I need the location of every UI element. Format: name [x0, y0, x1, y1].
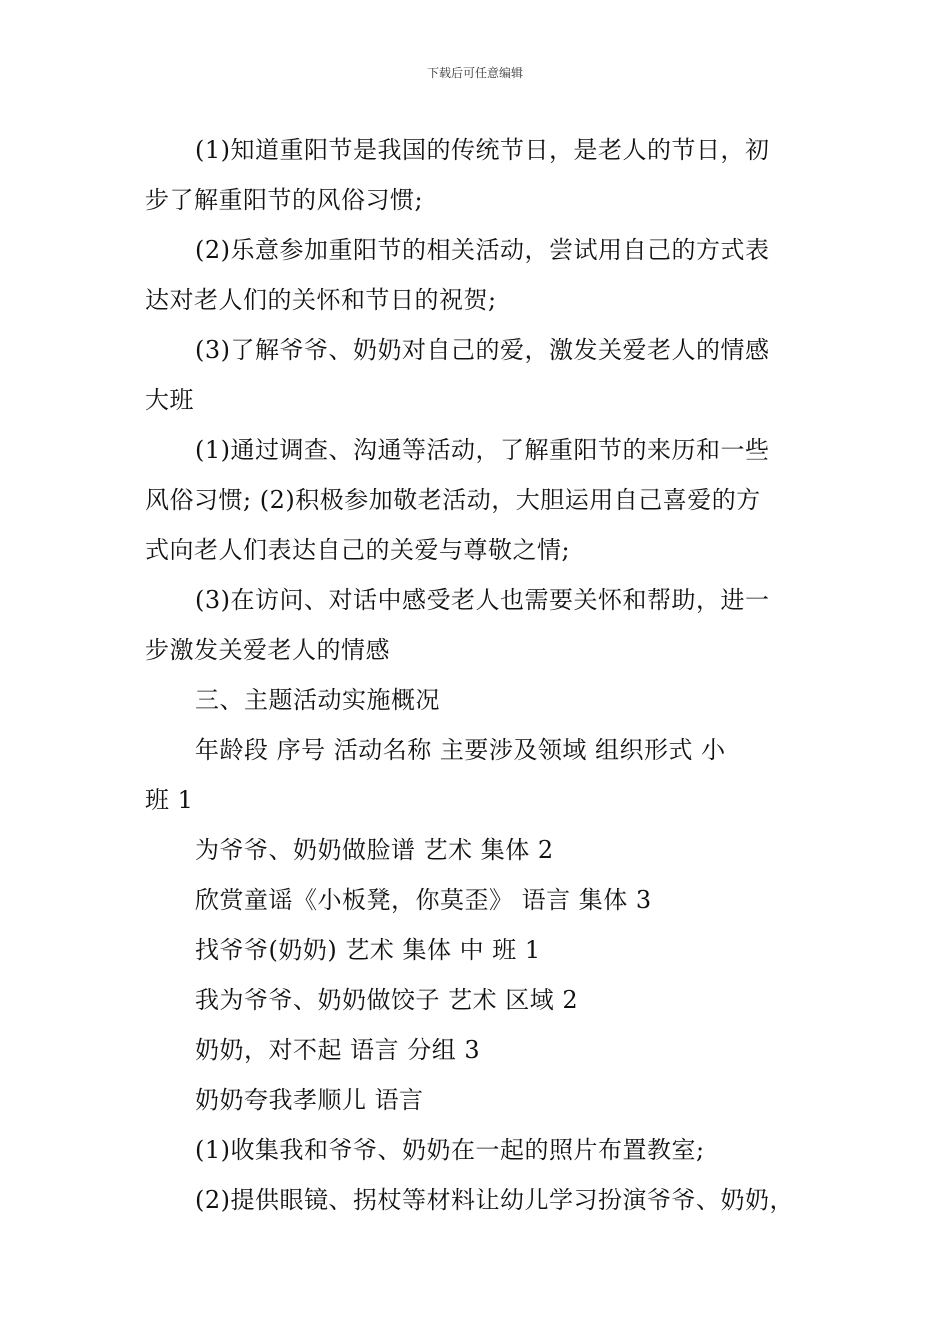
paragraph-line: 班 1 [145, 786, 194, 814]
document-body [145, 125, 825, 1225]
paragraph-line: 风俗习惯; (2)积极参加敬老活动，大胆运用自己喜爱的方 [145, 486, 761, 514]
paragraph-line: (3)了解爷爷、奶奶对自己的爱，激发关爱老人的情感 [195, 336, 770, 364]
paragraph-line: (1)知道重阳节是我国的传统节日，是老人的节日，初 [195, 136, 770, 164]
activity-line: 奶奶夸我孝顺儿 语言 [195, 1086, 424, 1114]
activity-line: 找爷爷(奶奶) 艺术 集体 中 班 1 [195, 936, 541, 964]
paragraph-line: 大班 [145, 386, 194, 414]
table-header-line: 年龄段 序号 活动名称 主要涉及领域 组织形式 小 [195, 736, 726, 764]
paragraph-line: (1)收集我和爷爷、奶奶在一起的照片布置教室; [195, 1136, 705, 1164]
paragraph-line: 达对老人们的关怀和节日的祝贺; [145, 286, 497, 314]
paragraph-line: (1)通过调查、沟通等活动，了解重阳节的来历和一些 [195, 436, 770, 464]
activity-line: 欣赏童谣《小板凳，你莫歪》 语言 集体 3 [195, 886, 652, 914]
paragraph-line: 式向老人们表达自己的关爱与尊敬之情; [145, 536, 571, 564]
activity-line: 奶奶，对不起 语言 分组 3 [195, 1036, 481, 1064]
paragraph-line: (2)乐意参加重阳节的相关活动，尝试用自己的方式表 [195, 236, 770, 264]
page-header-note: 下载后可任意编辑 [426, 66, 523, 80]
paragraph-line: (2)提供眼镜、拐杖等材料让幼儿学习扮演爷爷、奶奶， [195, 1186, 794, 1214]
activity-line: 为爷爷、奶奶做脸谱 艺术 集体 2 [195, 836, 554, 864]
paragraph-line: (3)在访问、对话中感受老人也需要关怀和帮助，进一 [195, 586, 770, 614]
paragraph-line: 步了解重阳节的风俗习惯; [145, 186, 424, 214]
paragraph-line: 步激发关爱老人的情感 [145, 636, 390, 664]
activity-line: 我为爷爷、奶奶做饺子 艺术 区域 2 [195, 986, 579, 1014]
section-heading: 三、主题活动实施概况 [195, 686, 440, 714]
